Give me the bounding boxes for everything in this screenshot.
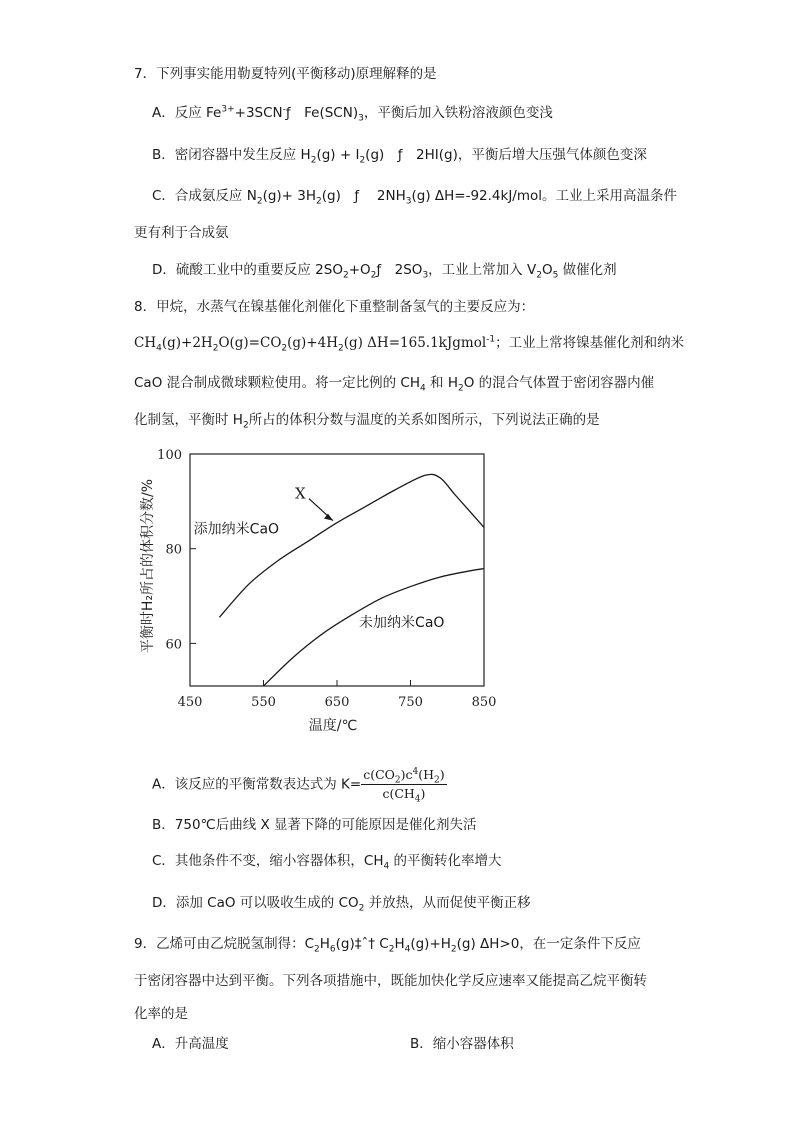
plot-frame (190, 454, 484, 686)
num-part-4: ) (439, 767, 445, 782)
q7-c-sub-3: 3 (405, 196, 412, 207)
x-tick-label: 850 (471, 695, 497, 710)
num-part-2: )c (400, 767, 413, 782)
q7-d-sub-2: 2 (370, 270, 377, 281)
q7-d-sub-3: 3 (422, 270, 429, 281)
q8-equation (134, 333, 684, 353)
q8-eq-text-3: O(g)=CO (218, 335, 282, 351)
den-sub-1: 4 (414, 794, 421, 805)
den-part-1: c(CH (382, 786, 415, 801)
q9-sub-4: 4 (404, 944, 411, 955)
curve-x-arrowhead (324, 514, 333, 521)
equilibrium-constant-fraction (361, 766, 446, 803)
q8-c-text-2: 的平衡转化率增大 (389, 853, 502, 869)
q7-a-sub-1: 3 (358, 113, 364, 124)
q7-d-text-2: +O (348, 262, 371, 278)
q8-line-3 (134, 373, 654, 393)
q8-l3-text-3: O 的混合气体置于密闭容器内催 (463, 375, 655, 391)
q7-a-text-3: ƒ Fe(SCN) (285, 105, 359, 121)
q7-stem: 7．下列事实能用勒夏特列(平衡移动)原理解释的是 (134, 66, 437, 82)
q8-eq-sub-1: 4 (156, 343, 162, 354)
q9-line-2: 于密闭容器中达到平衡。下列各项措施中，既能加快化学反应速率又能提高乙烷平衡转 (134, 973, 647, 989)
num-sub-2: 2 (434, 775, 440, 786)
q8-l4-sub-1: 2 (242, 420, 249, 431)
q7-b-sub-2: 2 (359, 155, 366, 166)
q9-text-1: 9．乙烯可由乙烷脱氢制得：C (134, 936, 315, 952)
q7-b-text-2: (g) + I (316, 147, 360, 163)
x-tick-label: 650 (324, 695, 350, 710)
q7-option-d[interactable] (152, 260, 617, 280)
h2-volume-fraction-chart (0, 440, 794, 740)
q9-text-4: H (394, 936, 405, 952)
q7-option-a[interactable] (152, 103, 553, 123)
den-part-2: ) (420, 786, 426, 801)
fraction-denominator (361, 785, 446, 803)
series-line-0 (219, 474, 484, 617)
q7-b-text-3: (g) ƒ 2HI(g)，平衡后增大压强气体颜色变深 (365, 147, 647, 163)
y-tick-label: 100 (157, 448, 182, 463)
q8-l3-text-2: 和 H (425, 375, 458, 391)
q8-l3-text-1: CaO 混合制成微球颗粒使用。将一定比例的 CH (134, 375, 420, 391)
q7-option-b[interactable] (152, 145, 647, 165)
q7-c-text-1: C．合成氨反应 N (152, 188, 257, 204)
q8-eq-text-2: (g)+2H (161, 335, 213, 351)
q8-eq-sub-4: 2 (337, 343, 344, 354)
y-tick-label: 60 (165, 637, 182, 653)
q8-option-d[interactable] (152, 893, 531, 913)
q7-c-sub-2: 2 (316, 196, 322, 207)
q8-l4-text-2: 所占的体积分数与温度的关系如图所示，下列说法正确的是 (248, 412, 600, 428)
q7-d-sub-1: 2 (342, 270, 349, 281)
q9-option-a[interactable]: A．升高温度 (152, 1036, 229, 1052)
q9-text-2: H (319, 936, 330, 952)
q8-l3-sub-1: 4 (420, 383, 426, 394)
q8-d-text-1: D．添加 CaO 可以吸收生成的 CO (152, 895, 359, 911)
series-label-without-cao: 未加纳米CaO (359, 614, 445, 631)
q7-d-text-3: ƒ 2SO (376, 262, 423, 278)
q7-c-text-2: (g)+ 3H (262, 188, 317, 204)
q9-sub-2: 6 (329, 944, 336, 955)
q8-a-text: A．该反应的平衡常数表达式为 K= (152, 776, 362, 793)
q9-text-3: (g)‡ˆ† C (335, 936, 389, 952)
x-tick-label: 750 (398, 695, 423, 710)
q9-stem (134, 934, 641, 954)
q7-a-text-4: ，平衡后加入铁粉溶液颜色变浅 (363, 105, 553, 121)
q8-eq-sup-1: -1 (486, 334, 496, 345)
q9-text-5: (g)+H (410, 936, 451, 952)
q7-d-text-4: ，工业上常加入 V (428, 262, 537, 278)
q8-eq-text-5: (g) ΔH=165.1kJgmol (343, 335, 487, 351)
q8-eq-text-6: ；工业上常将镍基催化剂和纳米 (495, 335, 685, 351)
curve-x-label: X (295, 484, 306, 503)
q8-d-text-2: 并放热，从而促使平衡正移 (364, 895, 531, 911)
q7-c-sub-1: 2 (256, 196, 263, 207)
q8-c-text-1: C．其他条件不变，缩小容器体积，CH (152, 853, 384, 869)
q9-text-6: (g) ΔH>0，在一定条件下反应 (456, 936, 641, 952)
num-part-1: c(CO (363, 767, 395, 782)
q7-a-sup-1: 3+ (221, 104, 235, 115)
q9-sub-5: 2 (450, 944, 457, 955)
q7-d-sub-4: 2 (536, 270, 542, 281)
q7-option-c[interactable] (152, 186, 677, 206)
q8-l3-sub-2: 2 (457, 383, 464, 394)
q9-sub-3: 2 (388, 944, 395, 955)
q8-eq-text-1: CH (134, 335, 157, 351)
q7-b-sub-1: 2 (310, 155, 317, 166)
num-part-3: (H (418, 767, 435, 782)
x-axis-title: 温度/℃ (308, 718, 358, 734)
q7-d-text-5: O (541, 262, 553, 278)
q7-option-c-continued: 更有利于合成氨 (134, 225, 229, 241)
y-axis-title: 平衡时H₂所占的体积分数/% (140, 478, 156, 654)
q9-option-b[interactable]: B．缩小容器体积 (410, 1036, 514, 1052)
num-sub-1: 2 (394, 775, 401, 786)
q8-l4-text-1: 化制氢，平衡时 H (134, 412, 243, 428)
q9-sub-1: 2 (314, 944, 320, 955)
q7-c-text-4: (g) ΔH=-92.4kJ/mol。工业上采用高温条件 (411, 188, 678, 204)
q7-c-text-3: (g) ƒ 2NH (321, 188, 406, 204)
q8-line-4 (134, 410, 600, 430)
q7-b-text-1: B．密闭容器中发生反应 H (152, 147, 311, 163)
q7-d-text-6: 做催化剂 (558, 262, 617, 278)
q9-line-3: 化率的是 (134, 1006, 188, 1022)
q8-eq-text-4: (g)+4H (287, 335, 338, 351)
q7-d-sub-5: 5 (552, 270, 559, 281)
q7-a-text-1: A．反应 Fe (152, 105, 222, 121)
q7-d-text-1: D．硫酸工业中的重要反应 2SO (152, 262, 343, 278)
q8-eq-sub-2: 2 (212, 343, 219, 354)
x-tick-label: 450 (177, 695, 203, 710)
series-label-with-cao: 添加纳米CaO (193, 521, 280, 538)
fraction-numerator (361, 766, 446, 785)
q8-option-b[interactable]: B．750℃后曲线 X 显著下降的可能原因是催化剂失活 (152, 817, 477, 833)
q8-stem: 8．甲烷，水蒸气在镍基催化剂催化下重整制备氢气的主要反应为： (134, 299, 535, 315)
q7-a-sup-2: - (282, 104, 286, 115)
num-sup-1: 4 (412, 766, 419, 777)
x-tick-label: 550 (251, 695, 276, 710)
q8-c-sub-1: 4 (383, 861, 390, 872)
q8-d-sub-1: 2 (358, 903, 365, 914)
y-tick-label: 80 (165, 542, 182, 558)
q7-a-text-2: +3SCN (234, 105, 283, 121)
q8-eq-sub-3: 2 (281, 343, 288, 354)
q8-option-c[interactable] (152, 851, 502, 871)
q8-option-a[interactable] (152, 766, 447, 805)
